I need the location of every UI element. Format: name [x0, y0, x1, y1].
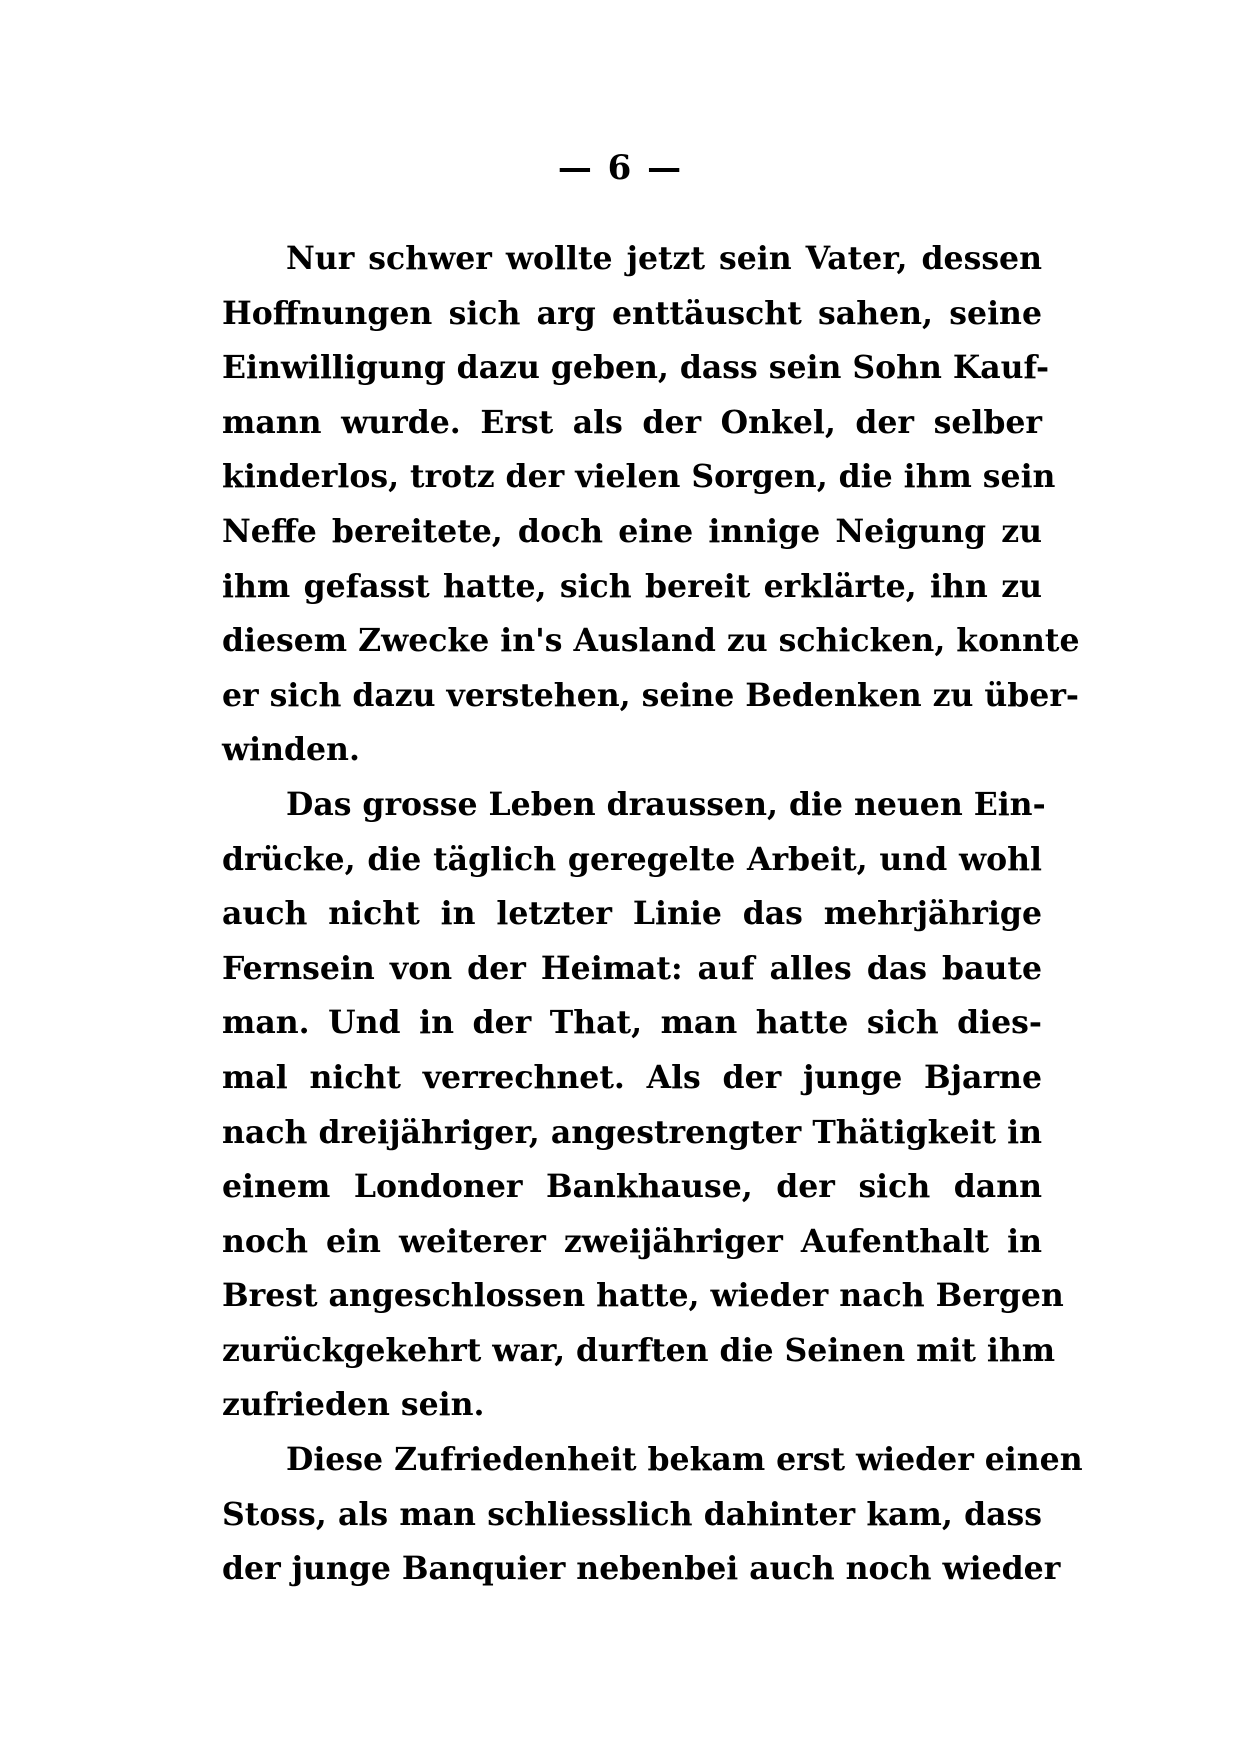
body-text: [222, 232, 1083, 1597]
text-line: kinderlos, trotz der vielen Sorgen, die ihm sein: [222, 458, 1056, 496]
text-line: zufrieden sein.: [222, 1386, 485, 1424]
text-line: zurückgekehrt war, durften die Seinen mit ihm: [222, 1331, 1056, 1369]
text-line: Hoffnungen sich arg enttäuscht sahen, seine: [222, 294, 1042, 332]
page-number: — 6 —: [557, 148, 684, 188]
text-line: auch nicht in letzter Linie das mehrjährige: [222, 895, 1042, 933]
paragraph-1: [222, 232, 1080, 778]
text-line: Das grosse Leben draussen, die neuen Ein-: [286, 785, 1046, 823]
text-line: Brest angeschlossen hatte, wieder nach Bergen: [222, 1277, 1064, 1315]
text-line: Einwilligung dazu geben, dass sein Sohn Kauf-: [222, 349, 1050, 387]
paragraph-3: [222, 1433, 1083, 1597]
text-line: Neffe bereitete, doch eine innige Neigung zu: [222, 512, 1042, 550]
text-line: winden.: [222, 731, 360, 769]
text-line: drücke, die täglich geregelte Arbeit, und wohl: [222, 840, 1042, 878]
text-line: Nur schwer wollte jetzt sein Vater, dessen: [286, 240, 1042, 277]
text-line: diesem Zwecke in's Ausland zu schicken, konnte: [222, 622, 1080, 660]
text-line: man. Und in der That, man hatte sich dies-: [222, 1004, 1042, 1042]
text-line: mann wurde. Erst als der Onkel, der selber: [222, 403, 1042, 441]
text-line: nach dreijähriger, angestrengter Thätigkeit in: [222, 1113, 1042, 1151]
text-line: mal nicht verrechnet. Als der junge Bjarne: [222, 1058, 1042, 1096]
paragraph-2: [222, 778, 1064, 1433]
text-line: er sich dazu verstehen, seine Bedenken zu über-: [222, 676, 1080, 714]
text-line: Stoss, als man schliesslich dahinter kam, dass: [222, 1495, 1042, 1533]
text-line: einem Londoner Bankhause, der sich dann: [222, 1168, 1042, 1206]
text-line: Diese Zufriedenheit bekam erst wieder einen: [286, 1441, 1083, 1479]
text-line: noch ein weiterer zweijähriger Aufenthalt in: [222, 1222, 1042, 1260]
text-line: ihm gefasst hatte, sich bereit erklärte, ihn zu: [222, 567, 1042, 605]
text-line: Fernsein von der Heimat: auf alles das baute: [222, 949, 1042, 987]
text-line: der junge Banquier nebenbei auch noch wieder: [222, 1550, 1061, 1588]
